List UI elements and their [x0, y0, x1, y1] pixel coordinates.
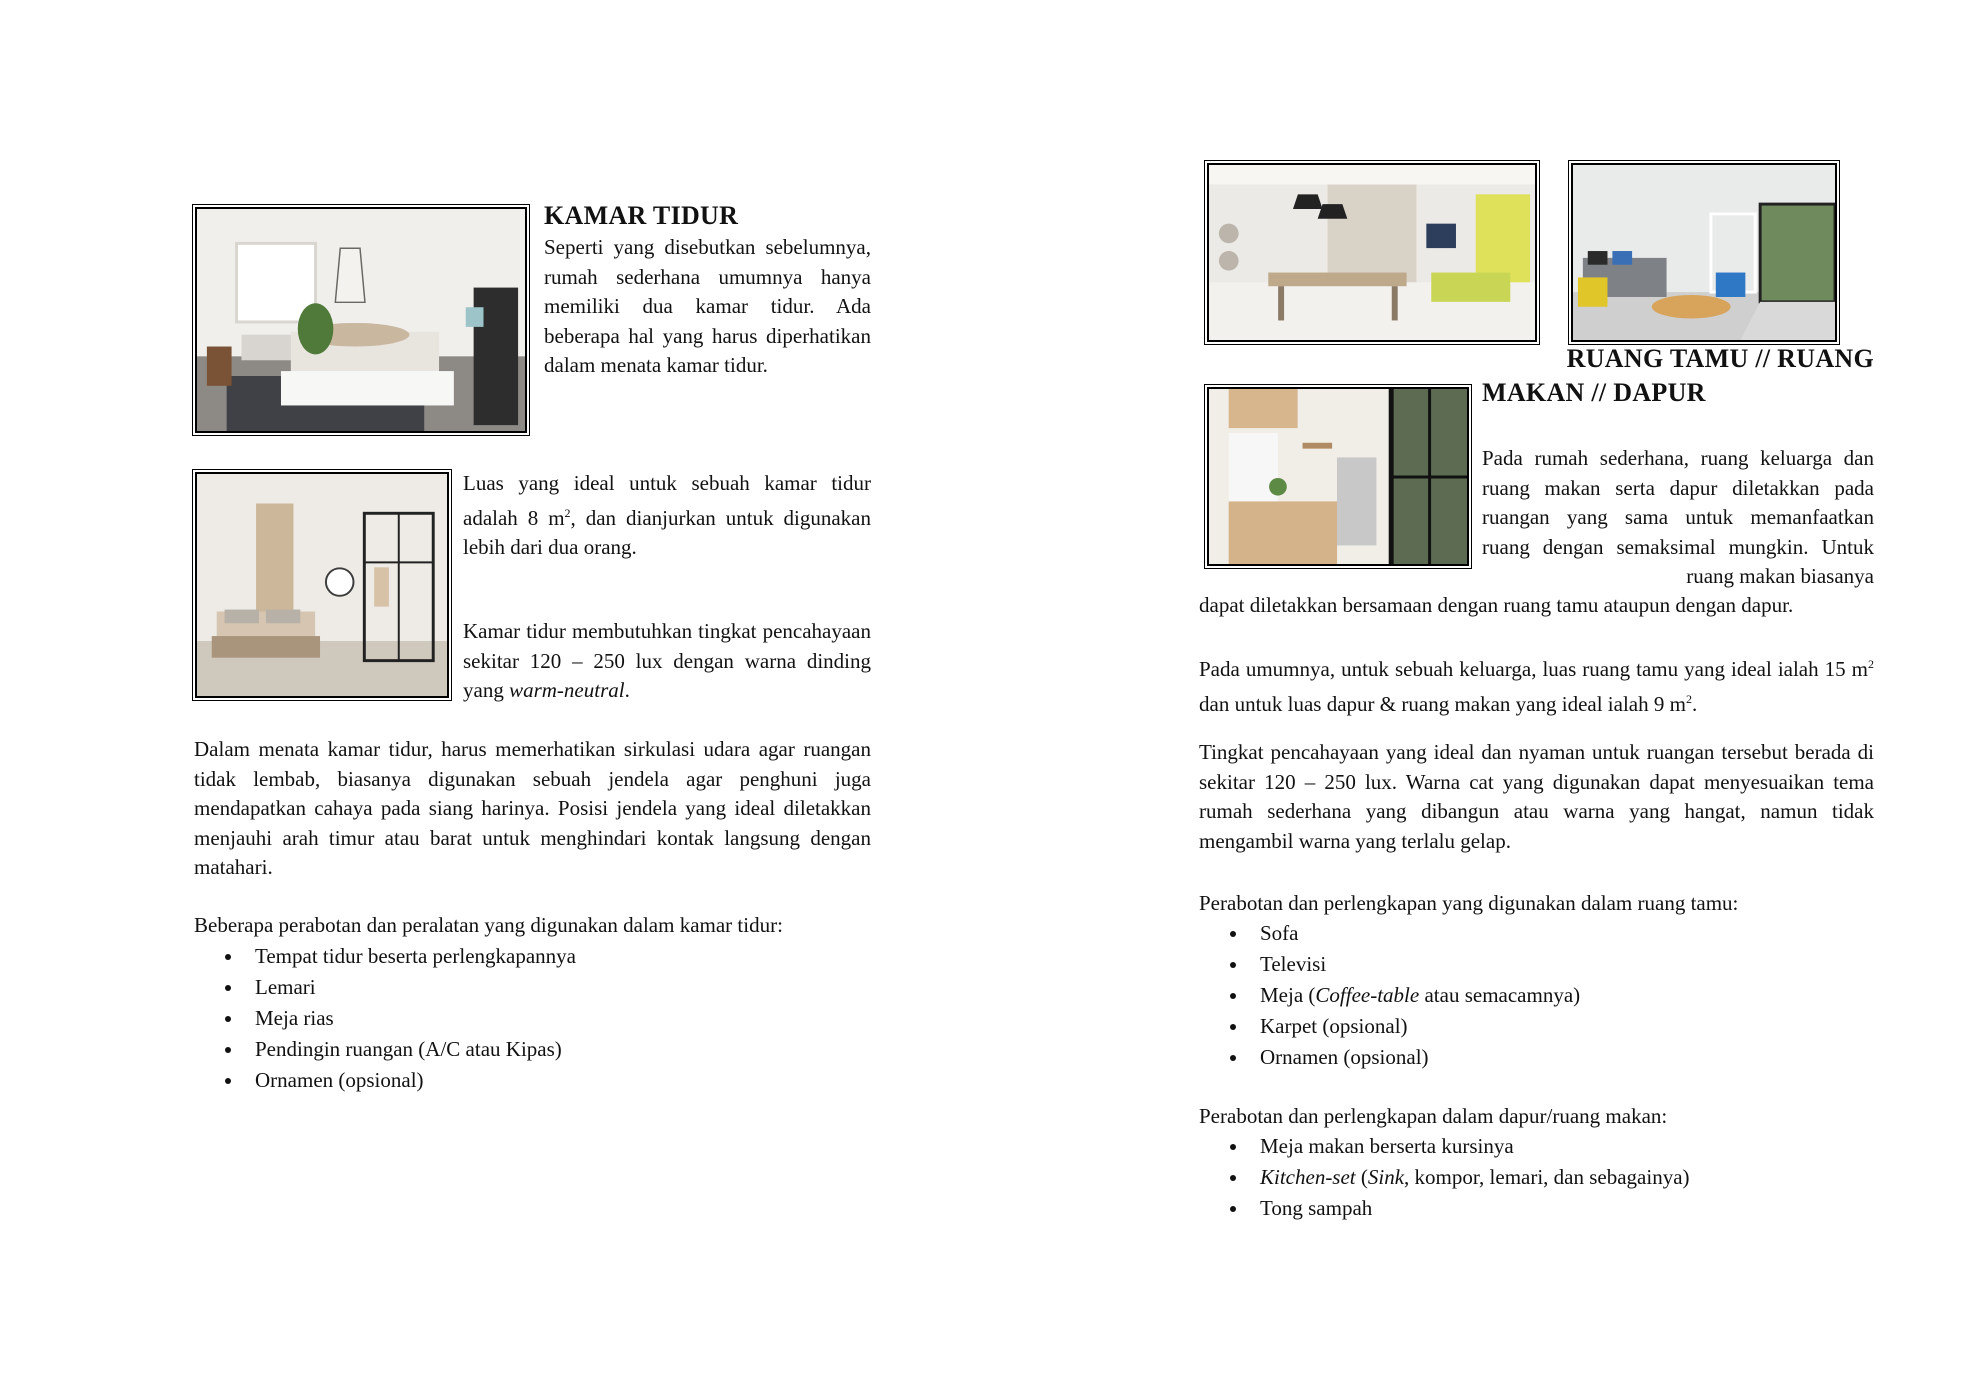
- list-item: Pendingin ruangan (A/C atau Kipas): [194, 1034, 871, 1065]
- list-item: Televisi: [1199, 949, 1874, 980]
- bedroom-heading: KAMAR TIDUR: [544, 201, 739, 230]
- bedroom-area-part-1: Luas yang ideal untuk sebuah kamar tidur adalah 8 m: [463, 471, 871, 530]
- living-heading-line-2: MAKAN // DAPUR: [1482, 378, 1706, 407]
- list-item: Ornamen (opsional): [1199, 1042, 1874, 1073]
- bedroom-furniture-list: [194, 941, 871, 1096]
- kitchen-set-emphasis: Kitchen-set: [1260, 1165, 1356, 1189]
- bedroom-lighting-emphasis: warm-neutral: [509, 678, 625, 702]
- dining-photo: [1207, 163, 1537, 342]
- kitchen-set-part-2: , kompor, lemari, dan sebagainya): [1404, 1165, 1690, 1189]
- living-furniture-intro: Perabotan dan perlengkapan yang digunakan dalam ruang tamu:: [1199, 891, 1739, 915]
- list-item: [1199, 980, 1874, 1011]
- sink-emphasis: Sink: [1367, 1165, 1405, 1189]
- bedroom-area-text: [463, 469, 871, 563]
- list-item: [1199, 1162, 1874, 1193]
- list-item: Meja rias: [194, 1003, 871, 1034]
- bedroom-photo-1: [195, 207, 527, 433]
- bedroom-area-part-2: , dan dianjurkan untuk digunakan lebih dari dua orang.: [463, 505, 871, 559]
- living-area-part-3: .: [1691, 691, 1698, 716]
- bedroom-lighting-part-2: .: [624, 678, 630, 702]
- table-item-part-1: Meja (: [1260, 983, 1316, 1007]
- list-item: Sofa: [1199, 918, 1874, 949]
- kitchen-photo: [1207, 387, 1469, 566]
- table-item-emphasis: Coffee-table: [1315, 983, 1420, 1007]
- living-area-part-1: Pada umumnya, untuk sebuah keluarga, luas ruang tamu yang ideal ialah 15 m: [1199, 657, 1868, 681]
- bedroom-photo-2: [195, 472, 449, 698]
- kitchen-furniture-list: [1199, 1131, 1874, 1224]
- living-area-superscript-1: 2: [1868, 657, 1874, 671]
- living-area-text: [1199, 650, 1874, 719]
- living-lighting-text: Tingkat pencahayaan yang ideal dan nyaman untuk ruangan tersebut berada di sekitar 120 – 250 lux. Warna cat yang digunakan dapat menyesuaikan tema rumah sederhana yang dibangun atau warna yang hangat, namun tidak mengambil warna yang terlalu gelap.: [1199, 740, 1874, 853]
- living-intro-continued: dapat diletakkan bersamaan dengan ruang tamu ataupun dengan dapur.: [1199, 593, 1794, 617]
- list-item: Karpet (opsional): [1199, 1011, 1874, 1042]
- list-item: Lemari: [194, 972, 871, 1003]
- living-area-superscript-2: 2: [1685, 691, 1692, 706]
- living-area-part-2: dan untuk luas dapur & ruang makan yang ideal ialah 9 m: [1199, 691, 1686, 716]
- kitchen-furniture-intro: Perabotan dan perlengkapan dalam dapur/ruang makan:: [1199, 1104, 1668, 1128]
- list-item: Meja makan berserta kursinya: [1199, 1131, 1874, 1162]
- living-room-photo: [1571, 163, 1837, 342]
- living-intro-text: Pada rumah sederhana, ruang keluarga dan ruang makan serta dapur diletakkan pada ruangan yang sama untuk memanfaatkan ruang dengan semaksimal mungkin. Untuk ruang makan biasanya: [1482, 446, 1874, 588]
- kitchen-set-part-1: (: [1355, 1165, 1368, 1189]
- list-item: Tempat tidur beserta perlengkapannya: [194, 941, 871, 972]
- bedroom-area-superscript: 2: [564, 505, 571, 520]
- list-item: Tong sampah: [1199, 1193, 1874, 1224]
- table-item-part-2: atau semacamnya): [1419, 983, 1581, 1007]
- list-item: Ornamen (opsional): [194, 1065, 871, 1096]
- bedroom-lighting-text: [463, 617, 871, 706]
- bedroom-furniture-intro: Beberapa perabotan dan peralatan yang digunakan dalam kamar tidur:: [194, 913, 783, 937]
- living-heading-line-1: RUANG TAMU // RUANG: [1566, 344, 1874, 373]
- bedroom-circulation-text: Dalam menata kamar tidur, harus memerhatikan sirkulasi udara agar ruangan tidak lembab, biasanya digunakan sebuah jendela agar penghuni juga mendapatkan cahaya pada siang harinya. Posisi jendela yang ideal diletakkan menjauhi arah timur atau barat untuk menghindari kontak langsung dengan matahari.: [194, 737, 871, 879]
- living-furniture-list: [1199, 918, 1874, 1073]
- bedroom-lighting-part-1: Kamar tidur membutuhkan tingkat pencahayaan sekitar 120 – 250 lux dengan warna dinding yang: [463, 619, 871, 702]
- bedroom-intro-text: Seperti yang disebutkan sebelumnya, rumah sederhana umumnya hanya memiliki dua kamar tidur. Ada beberapa hal yang harus diperhatikan dalam menata kamar tidur.: [544, 235, 871, 377]
